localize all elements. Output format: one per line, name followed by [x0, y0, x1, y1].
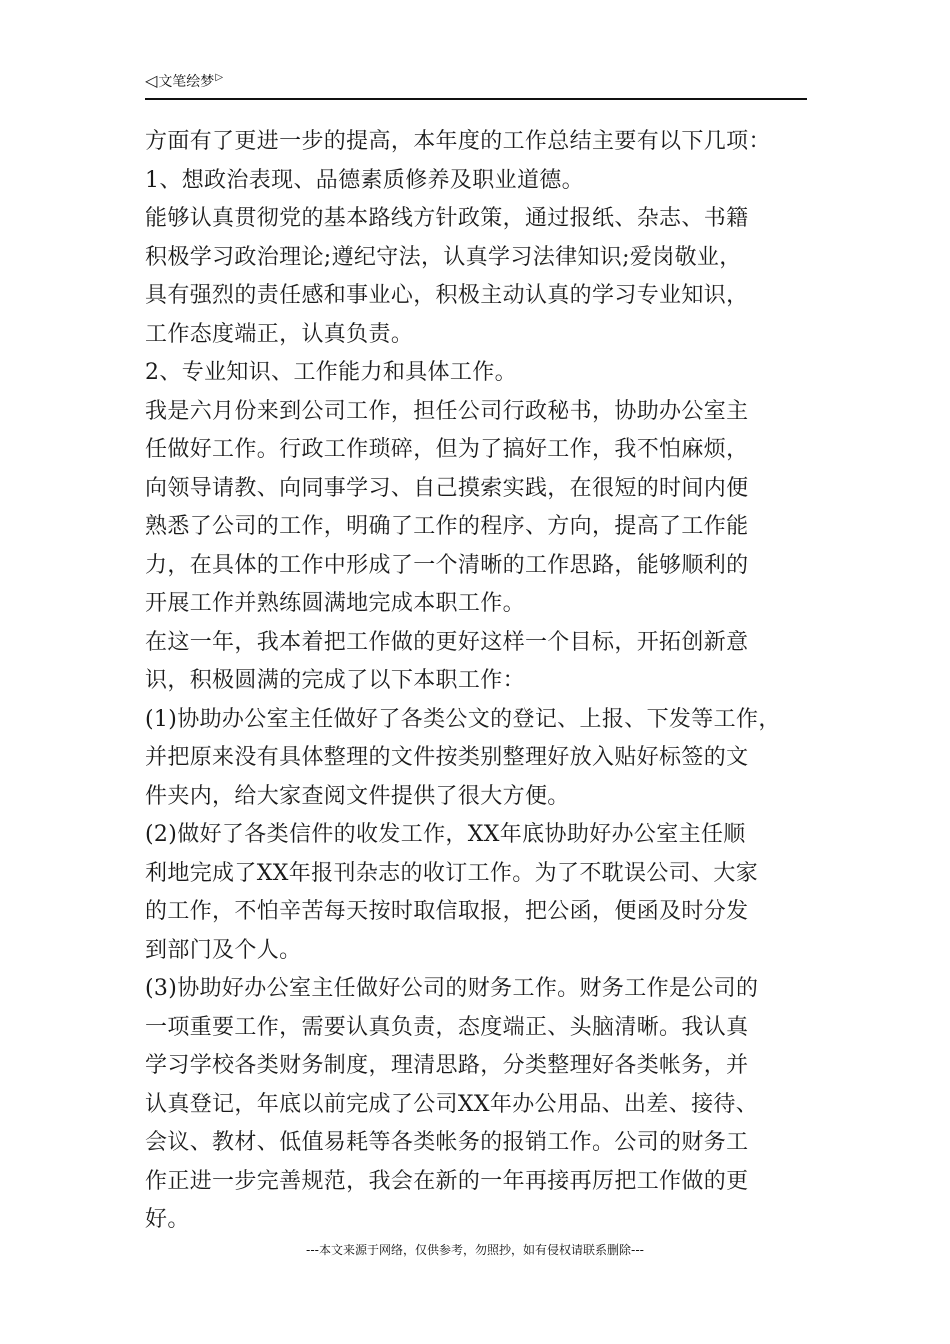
- body-line: (3)协助好办公室主任做好公司的财务工作。财务工作是公司的: [145, 976, 759, 1001]
- body-line: 学习学校各类财务制度，理清思路，分类整理好各类帐务，并: [145, 1053, 749, 1078]
- body-line: (1)协助办公室主任做好了各类公文的登记、上报、下发等工作，: [145, 706, 781, 732]
- body-line: 2、专业知识、工作能力和具体工作。: [145, 360, 517, 385]
- header-title: 文笔绘梦: [158, 74, 215, 90]
- body-line: 到部门及个人。: [145, 937, 302, 963]
- body-line: 的工作，不怕辛苦每天按时取信取报，把公函，便函及时分发: [145, 899, 749, 924]
- body-line: 1、想政治表现、品德素质修养及职业道德。: [145, 167, 584, 193]
- body-line: 在这一年，我本着把工作做的更好这样一个目标，开拓创新意: [145, 629, 749, 655]
- body-line: 工作态度端正，认真负责。: [145, 321, 414, 347]
- body-line: 并把原来没有具体整理的文件按类别整理好放入贴好标签的文: [145, 745, 749, 770]
- page-header: [145, 72, 807, 100]
- header-title-group: [145, 73, 223, 91]
- body-line: 任做好工作。行政工作琐碎，但为了搞好工作，我不怕麻烦，: [145, 437, 749, 462]
- body-line: 认真登记，年底以前完成了公司XX年办公用品、出差、接待、: [145, 1091, 759, 1117]
- document-body: [145, 123, 825, 1240]
- left-triangle-icon: ◁: [145, 71, 158, 90]
- body-line: 件夹内，给大家查阅文件提供了很大方便。: [145, 783, 570, 809]
- body-line: 力，在具体的工作中形成了一个清晰的工作思路，能够顺利的: [145, 552, 749, 578]
- body-line: 方面有了更进一步的提高，本年度的工作总结主要有以下几项：: [145, 129, 771, 154]
- body-line: 开展工作并熟练圆满地完成本职工作。: [145, 591, 525, 616]
- right-triangle-icon: ▷: [215, 72, 224, 83]
- page-footer: ---本文来源于网络，仅供参考，勿照抄，如有侵权请联系删除---: [306, 1243, 644, 1257]
- body-line: 会议、教材、低值易耗等各类帐务的报销工作。公司的财务工: [145, 1130, 749, 1155]
- body-line: 好。: [145, 1207, 190, 1232]
- body-line: 熟悉了公司的工作，明确了工作的程序、方向，提高了工作能: [145, 514, 749, 539]
- body-line: 具有强烈的责任感和事业心，积极主动认真的学习专业知识，: [145, 283, 749, 308]
- body-line: 积极学习政治理论;遵纪守法，认真学习法律知识;爱岗敬业，: [145, 244, 742, 270]
- body-line: 利地完成了XX年报刊杂志的收订工作。为了不耽误公司、大家: [145, 860, 759, 886]
- body-line: 向领导请教、向同事学习、自己摸索实践，在很短的时间内便: [145, 475, 749, 501]
- body-line: 作正进一步完善规范，我会在新的一年再接再厉把工作做的更: [145, 1168, 749, 1194]
- body-line: 能够认真贯彻党的基本路线方针政策，通过报纸、杂志、书籍: [145, 206, 749, 231]
- body-line: 一项重要工作，需要认真负责，态度端正、头脑清晰。我认真: [145, 1014, 749, 1040]
- body-line: 我是六月份来到公司工作，担任公司行政秘书，协助办公室主: [145, 398, 749, 424]
- body-line: (2)做好了各类信件的收发工作，XX年底协助好办公室主任顺: [145, 822, 746, 847]
- body-line: 识，积极圆满的完成了以下本职工作：: [145, 668, 525, 693]
